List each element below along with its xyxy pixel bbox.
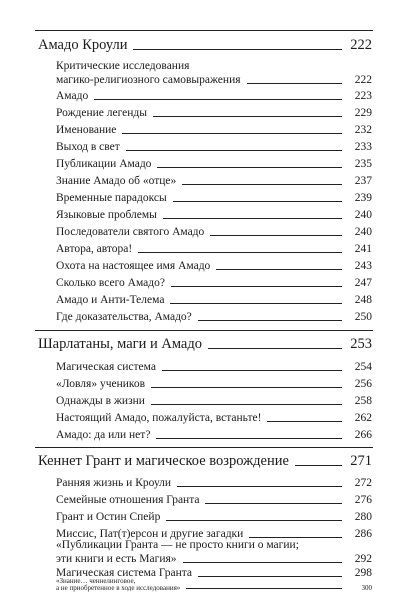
entry-title: Семейные отношения Гранта [56,494,200,506]
toc-entry[interactable] [56,157,372,171]
section-divider [35,330,373,331]
entry-title: Сколько всего Амадо? [56,277,165,289]
entry-title: Грант и Остин Спейр [56,511,161,523]
section-title: Кеннет Грант и магическое возрождение [38,453,289,469]
toc-entry[interactable] [56,310,372,324]
entry-page: 258 [354,395,372,407]
toc-section-heading[interactable] [38,453,372,469]
entry-title-line1: Критические исследования [56,60,190,72]
entry-title: Охота на настоящее имя Амадо [56,260,211,272]
toc-entry[interactable] [56,377,372,391]
toc-entry[interactable] [56,106,372,120]
entry-title: Амадо [56,90,89,102]
section-page: 222 [350,37,372,53]
entry-page: 300 [361,584,372,592]
leader-line [94,99,342,100]
entry-page: 239 [354,192,372,204]
leader-line [182,184,342,185]
toc-entry[interactable] [56,89,372,103]
entry-title-line2: а не приобретенное в ходе исследования» [56,584,181,592]
leader-line [170,303,342,304]
toc-entry[interactable] [56,191,372,205]
leader-line [186,588,342,589]
leader-line [183,562,342,563]
leader-line [163,218,342,219]
entry-title-line2: магико-религиозного самовыражения [56,74,241,86]
entry-page: 243 [354,260,372,272]
section-title: Шарлатаны, маги и Амадо [38,336,202,352]
leader-line [122,133,342,134]
entry-page: 229 [354,107,372,119]
leader-line [126,150,342,151]
toc-entry[interactable] [56,174,372,188]
toc-entry[interactable] [56,578,372,592]
leader-line [133,49,342,50]
entry-title: Последователи святого Амадо [56,226,205,238]
entry-page: 280 [354,511,372,523]
entry-title: Магическая система Гранта [56,567,193,579]
entry-title: Магическая система [56,361,156,373]
entry-title: Знание Амадо об «отце» [56,175,177,187]
entry-page: 232 [354,124,372,136]
leader-line [162,370,342,371]
toc-entry[interactable] [56,510,372,524]
toc-entry[interactable] [56,140,372,154]
entry-title: Миссис, Пат(т)ерсон и другие загадки [56,528,244,540]
entry-title: Ранняя жизнь и Кроули [56,477,172,489]
entry-title: Однажды в жизни [56,395,145,407]
section-page: 271 [350,453,372,469]
leader-line [153,116,342,117]
toc-entry[interactable] [56,208,372,222]
toc-entry[interactable] [56,538,372,566]
leader-line [198,320,342,321]
section-divider [35,30,373,31]
leader-line [205,503,342,504]
entry-title: Именование [56,124,117,136]
entry-title: Настоящий Амадо, пожалуйста, встаньте! [56,412,262,424]
entry-page: 286 [354,528,372,540]
entry-page: 240 [354,209,372,221]
leader-line [166,520,342,521]
toc-entry[interactable] [56,476,372,490]
toc-entry[interactable] [56,123,372,137]
entry-page: 240 [354,226,372,238]
entry-page: 222 [354,74,372,86]
entry-title: Выход в свет [56,141,120,153]
section-title: Амадо Кроули [38,37,128,53]
entry-page: 248 [354,294,372,306]
entry-page: 256 [354,378,372,390]
entry-title-line2: эти книги и есть Магия» [56,553,177,565]
entry-page: 262 [354,412,372,424]
entry-page: 292 [354,553,372,565]
toc-section-heading[interactable] [38,37,372,53]
leader-line [151,404,342,405]
entry-page: 254 [354,361,372,373]
leader-line [157,167,342,168]
toc-entry[interactable] [56,59,372,87]
toc-entry[interactable] [56,259,372,273]
entry-title: Публикации Амадо [56,158,152,170]
leader-line [267,421,342,422]
entry-title: Временные парадоксы [56,192,167,204]
leader-line [177,486,342,487]
entry-title: Амадо и Анти-Телема [56,294,165,306]
section-page: 253 [350,336,372,352]
toc-entry[interactable] [56,493,372,507]
entry-title: «Ловля» учеников [56,378,146,390]
toc-entry[interactable] [56,394,372,408]
entry-title-line1: «Знание… ченнелинговое, [56,577,136,585]
entry-page: 298 [354,567,372,579]
entry-page: 266 [354,429,372,441]
section-divider [35,447,373,448]
toc-entry[interactable] [56,411,372,425]
leader-line [171,286,342,287]
leader-line [138,252,342,253]
entry-page: 250 [354,311,372,323]
entry-title: Где доказательства, Амадо? [56,311,192,323]
entry-title: Амадо: да или нет? [56,429,151,441]
leader-line [156,438,342,439]
leader-line [208,348,342,349]
leader-line [247,83,342,84]
leader-line [151,387,342,388]
entry-page: 235 [354,158,372,170]
entry-page: 237 [354,175,372,187]
entry-title: Рождение легенды [56,107,148,119]
entry-title-line1: «Публикации Гранта — не просто книги о магии; [56,539,299,551]
leader-line [210,235,342,236]
toc-entry[interactable] [56,293,372,307]
entry-page: 241 [354,243,372,255]
leader-line [198,576,342,577]
entry-page: 247 [354,277,372,289]
toc-section-heading[interactable] [38,336,372,352]
entry-page: 272 [354,477,372,489]
entry-title: Языковые проблемы [56,209,157,221]
leader-line [173,201,342,202]
toc-entry[interactable] [56,225,372,239]
toc-entry[interactable] [56,360,372,374]
entry-title: Автора, автора! [56,243,133,255]
toc-entry[interactable] [56,428,372,442]
entry-page: 276 [354,494,372,506]
toc-entry[interactable] [56,276,372,290]
toc-entry[interactable] [56,242,372,256]
entry-page: 233 [354,141,372,153]
leader-line [295,465,342,466]
entry-page: 223 [354,90,372,102]
leader-line [216,269,342,270]
